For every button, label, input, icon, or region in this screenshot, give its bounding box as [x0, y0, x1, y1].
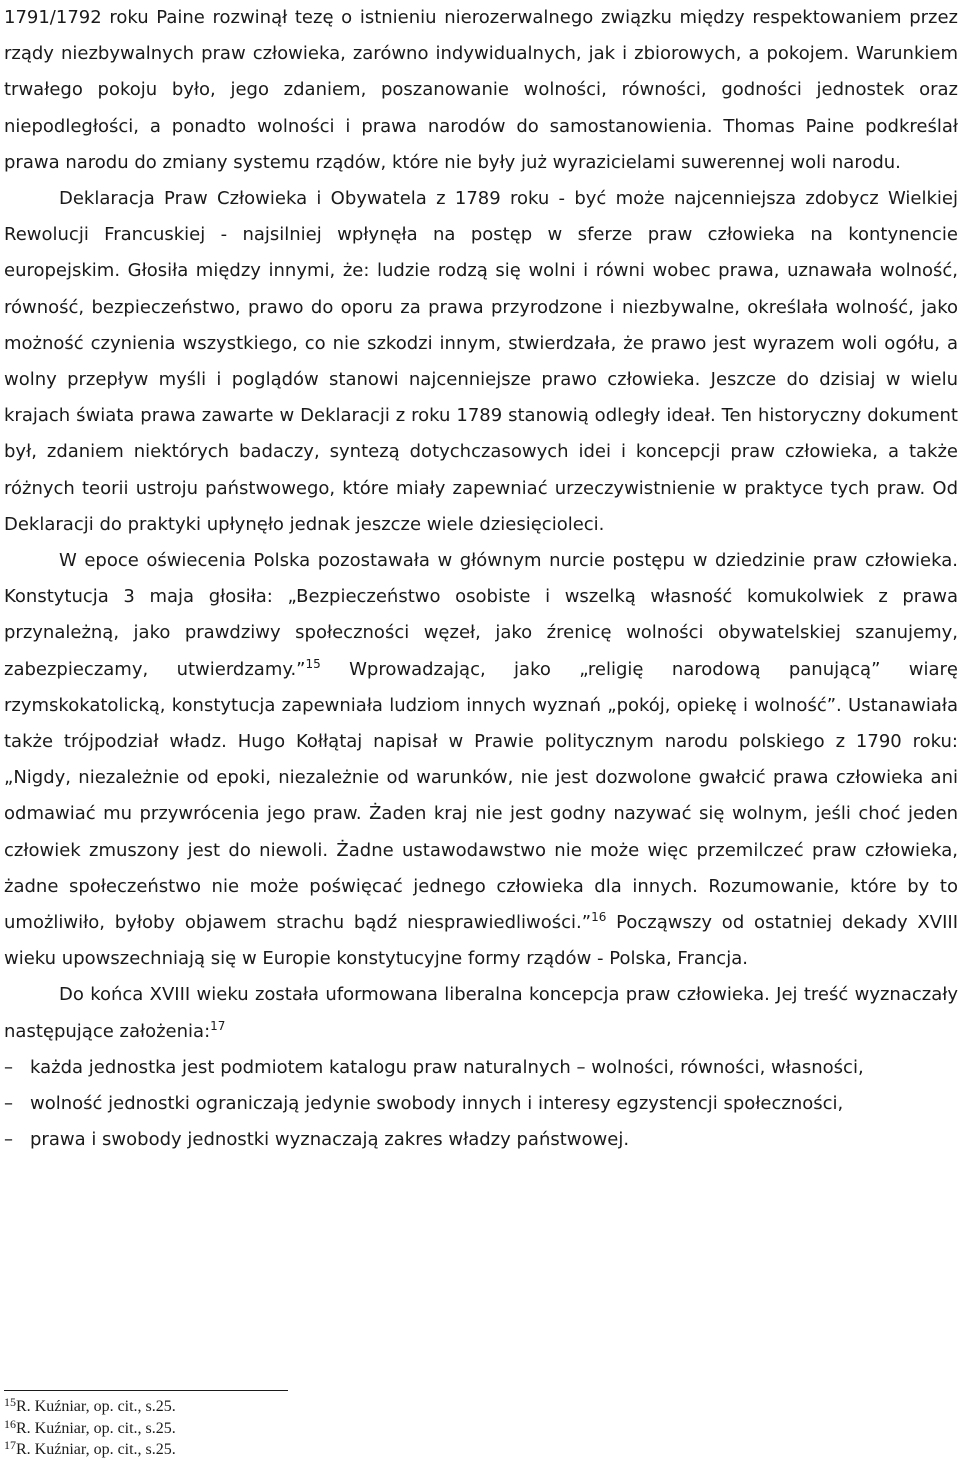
list-item-text: wolność jednostki ograniczają jedynie swobody innych i interesy egzystencji społeczności, [30, 1093, 844, 1115]
list-item-text: prawa i swobody jednostki wyznaczają zakres władzy państwowej. [30, 1129, 630, 1151]
dash-bullet: – [4, 1056, 13, 1078]
paragraph-poland-part-1: W epoce oświecenia Polska pozostawała w głównym nurcie postępu w dziedzinie praw człowieka. Konstytucja 3 maja głosiła: „Bezpieczeństwo osobiste i wszelką własność komukolwiek z prawa przynależną, jako prawdziwy społeczności węzeł, jako źrenicę wolności obywatelskiej szanujemy, zabezpieczamy, utwierdzamy.” [4, 550, 958, 680]
document-page [4, 0, 958, 1159]
footnote-ref-15[interactable]: 15 [305, 656, 321, 671]
footnote-ref-17[interactable]: 17 [210, 1018, 226, 1033]
assumptions-list [4, 1050, 958, 1159]
paragraph-liberal-concept-text: Do końca XVIII wieku została uformowana liberalna koncepcja praw człowieka. Jej treść wyznaczały następujące założenia: [4, 984, 958, 1042]
footnote-number: 17 [4, 1438, 16, 1452]
paragraph-poland [4, 543, 958, 977]
list-item [4, 1050, 958, 1086]
dash-bullet: – [4, 1129, 13, 1151]
footnotes [4, 1394, 176, 1459]
paragraph-poland-part-2: Wprowadzając, jako „religię narodową panującą” wiarę rzymskokatolicką, konstytucja zapewniała ludziom innych wyznań „pokój, opiekę i wolność”. Ustanawiała także trójpodział władz. Hugo Kołłątaj napisał w Prawie politycznym narodu polskiego z 1790 roku: „Nigdy, niezależnie od epoki, niezależnie od warunków, nie jest dozwolone gwałcić prawa człowieka ani odmawiać mu przywrócenia jego praw. Żaden kraj nie jest godny nazywać się wolnym, jeśli choć jeden człowiek zmuszony jest do niewoli. Żadne ustawodawstwo nie może więc przemilczeć praw człowieka, żadne społeczeństwo nie może poświęcać jednego człowieka dla innych. Rozumowanie, które by to umożliwiło, byłoby objawem strachu bądź niesprawiedliwości.” [4, 658, 958, 934]
footnote-text: R. Kuźniar, op. cit., s.25. [16, 1441, 176, 1458]
footnote-15 [4, 1394, 176, 1416]
list-item [4, 1122, 958, 1158]
footnote-text: R. Kuźniar, op. cit., s.25. [16, 1419, 176, 1437]
footnote-17 [4, 1437, 176, 1459]
footnote-text: R. Kuźniar, op. cit., s.25. [16, 1398, 176, 1415]
footnote-16 [4, 1416, 176, 1438]
paragraph-paine: 1791/1792 roku Paine rozwinął tezę o istnieniu nierozerwalnego związku między respektowaniem przez rządy niezbywalnych praw człowieka, zarówno indywidualnych, jak i zbiorowych, a pokojem. Warunkiem trwałego pokoju było, jego zdaniem, poszanowanie wolności, równości, godności jednostek oraz niepodległości, a ponadto wolności i prawa narodów do samostanowienia. Thomas Paine podkreślał prawa narodu do zmiany systemu rządów, które nie były już wyrazicielami suwerennej woli narodu. [4, 7, 958, 173]
footnote-number: 15 [4, 1395, 16, 1409]
paragraph-liberal-concept [4, 977, 958, 1049]
paragraph-poland-part-3: Począwszy od ostatniej dekady XVIII wieku upowszechniają się w Europie konstytucyjne formy rządów - Polska, Francja. [4, 912, 959, 970]
paragraph-declaration: Deklaracja Praw Człowieka i Obywatela z 1789 roku - być może najcenniejsza zdobycz Wielkiej Rewolucji Francuskiej - najsilniej wpłynęła na postęp w sferze praw człowieka na kontynencie europejskim. Głosiła między innymi, że: ludzie rodzą się wolni i równi wobec prawa, uznawała wolność, równość, bezpieczeństwo, prawo do oporu za prawa przyrodzone i niezbywalne, określała wolność, jako możność czynienia wszystkiego, co nie szkodzi innym, stwierdzała, że prawo jest wyrazem woli ogółu, a wolny przepływ myśli i poglądów stanowi najcenniejsze prawo człowieka. Jeszcze do dzisiaj w wielu krajach świata prawa zawarte w Deklaracji z roku 1789 stanowią odległy ideał. Ten historyczny dokument był, zdaniem niektórych badaczy, syntezą dotychczasowych idei i koncepcji praw człowieka, a także różnych teorii ustroju państwowego, które miały zapewniać urzeczywistnienie w praktyce tych praw. Od Deklaracji do praktyki upłynęło jednak jeszcze wiele dziesięcioleci. [4, 188, 958, 535]
footnote-ref-16[interactable]: 16 [591, 910, 607, 925]
list-item [4, 1086, 958, 1122]
list-item-text: każda jednostka jest podmiotem katalogu praw naturalnych – wolności, równości, własności, [30, 1056, 864, 1078]
footnote-separator [4, 1390, 288, 1391]
footnote-number: 16 [4, 1416, 16, 1431]
dash-bullet: – [4, 1093, 13, 1115]
